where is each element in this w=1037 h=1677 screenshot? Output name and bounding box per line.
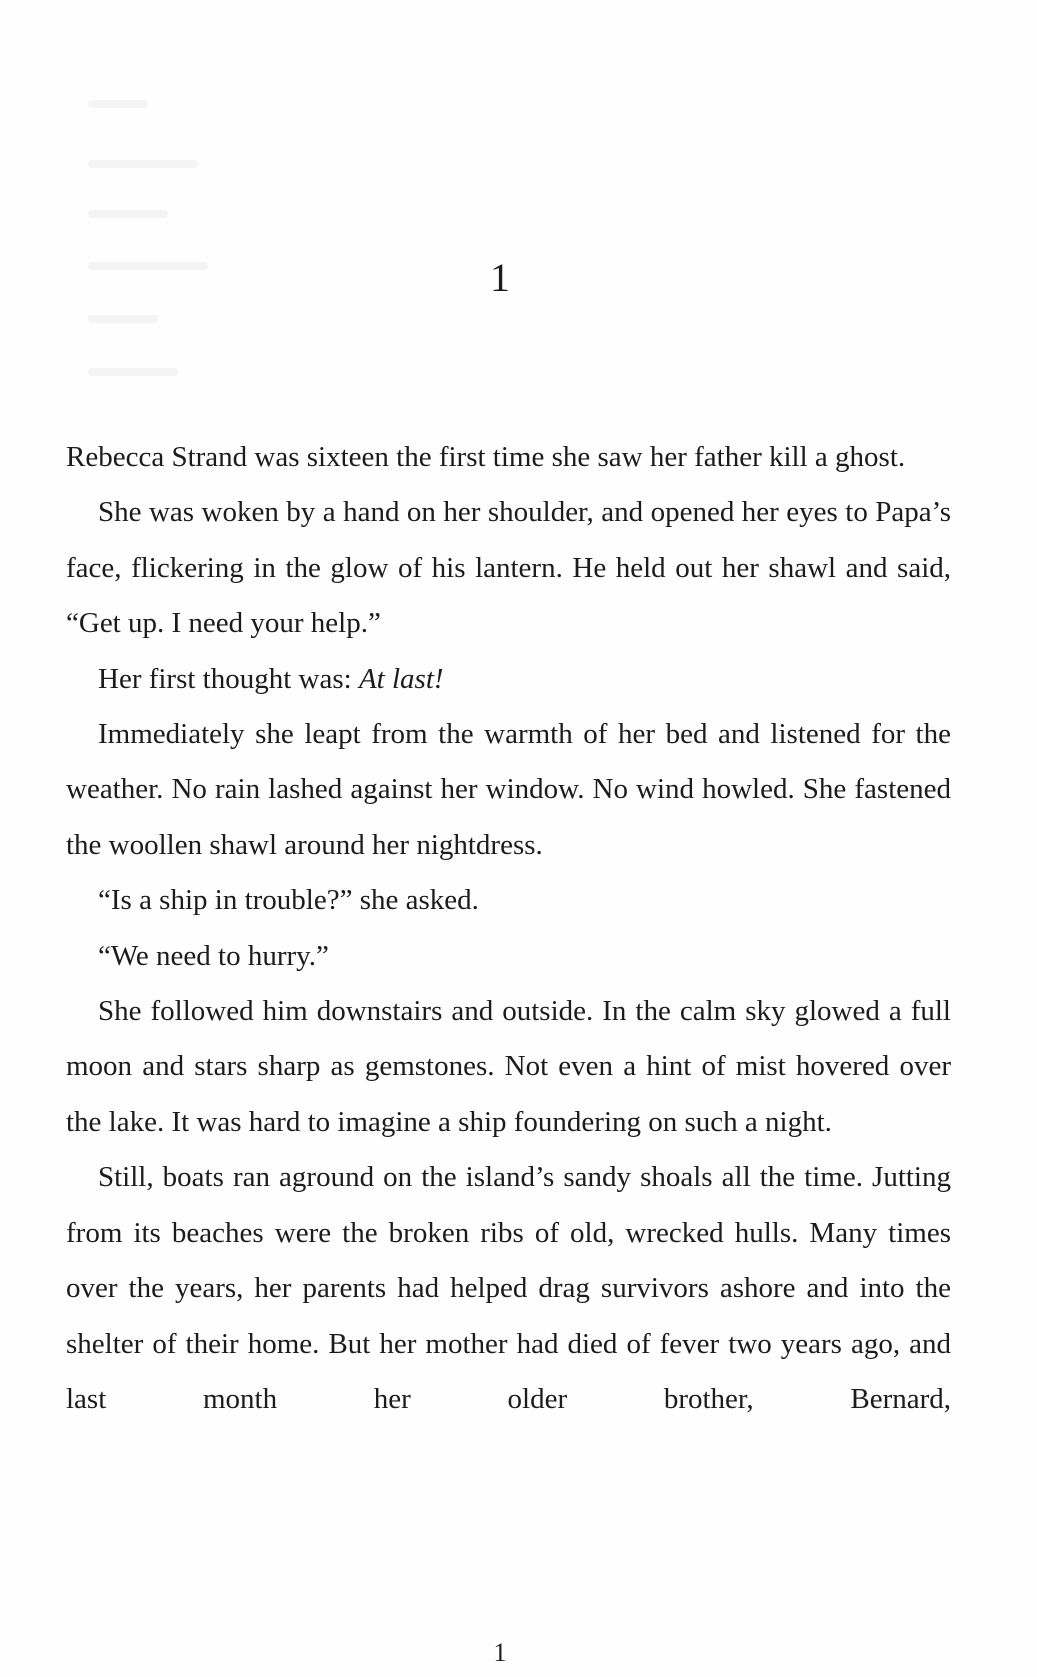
paragraph: Rebecca Strand was sixteen the first time she saw her father kill a ghost. (66, 441, 906, 473)
paragraph: She followed him downstairs and outside. In the calm sky glowed a full moon and stars sharp as gemstones. Not even a hint of mist hovered over the lake. It was hard to imagine a ship foundering on such a night. (66, 995, 951, 1138)
paragraph-text: Her first thought was: (98, 662, 359, 695)
paragraph: Still, boats ran aground on the island’s sandy shoals all the time. Jutting from its beaches were the broken ribs of old, wrecked hulls. Many times over the years, her parents had helped drag survivors ashore and into the shelter of their home. But her mother had died of fever two years ago, and last month her older brother, Bernard, (66, 1161, 951, 1415)
paragraph: Immediately she leapt from the warmth of her bed and listened for the weather. No rain lashed against her window. No wind howled. She fastened the woollen shawl around her nightdress. (66, 718, 951, 861)
page-number: 1 (493, 1638, 507, 1667)
italic-emphasis: At last! (358, 662, 444, 695)
chapter-number: 1 (490, 255, 510, 300)
paragraph: “We need to hurry.” (98, 939, 329, 972)
chapter-body (66, 430, 951, 1427)
show-through-texture (76, 0, 236, 400)
paragraph: She was woken by a hand on her shoulder, and opened her eyes to Papa’s face, flickering in the glow of his lantern. He held out her shawl and said, “Get up. I need your help.” (66, 496, 951, 640)
paragraph: “Is a ship in trouble?” she asked. (98, 884, 479, 917)
paragraph (66, 652, 951, 707)
